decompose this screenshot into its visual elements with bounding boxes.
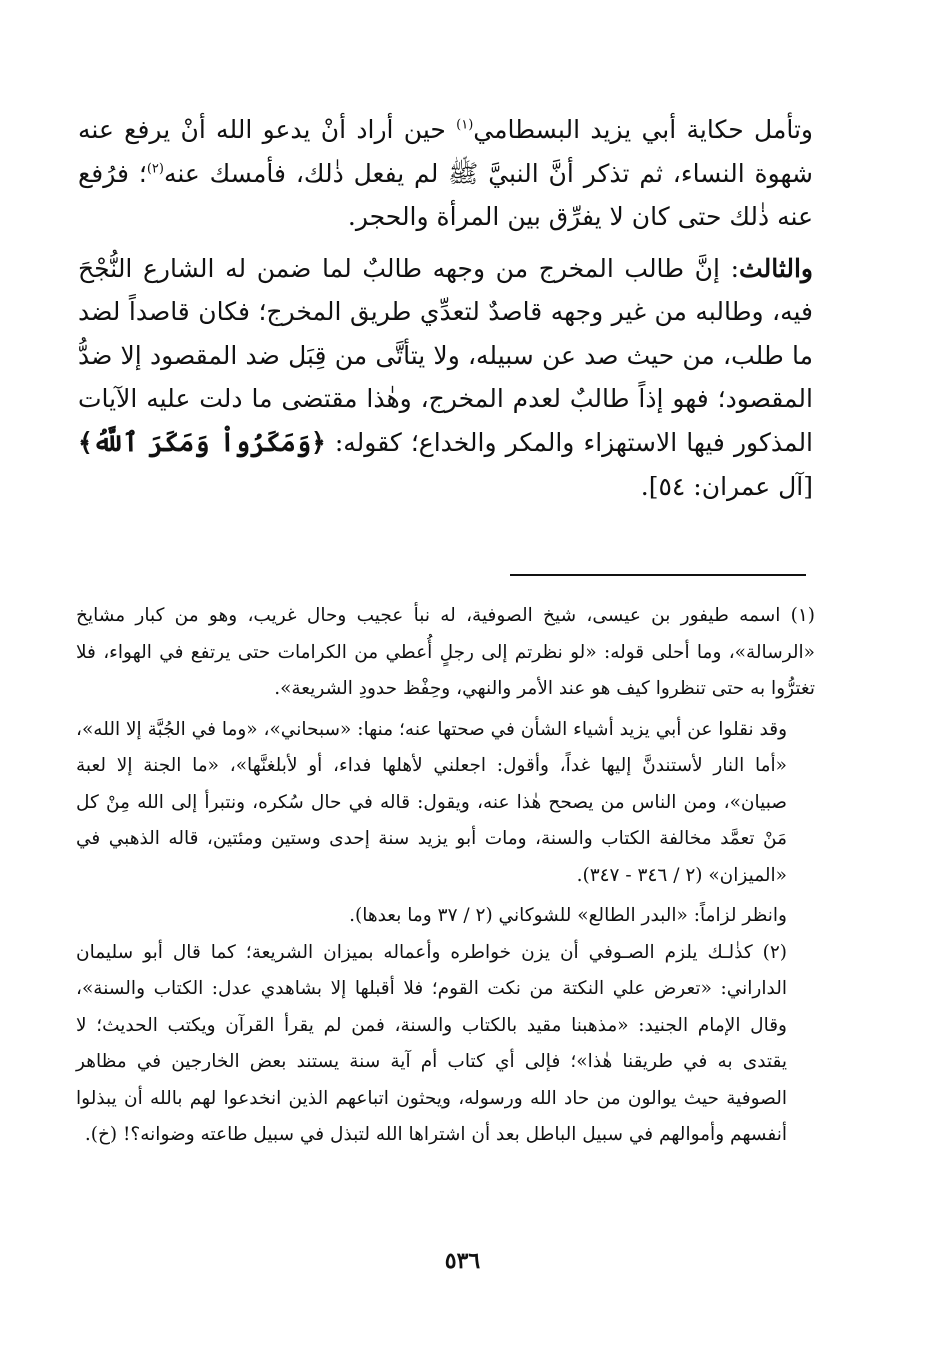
paragraph-2 [78, 247, 813, 509]
footnote-2: (٢) كذٰلـك يلزم الصـوفي أن يزن خواطره وأعماله بميزان الشريعة؛ كما قال أبو سليمان الداراني: «تعرض علي النكتة من نكت القوم؛ فلا أقبلها إلا بشاهدي عدل: الكتاب والسنة»، وقال الإمام الجنيد: «مذهبنا مقيد بالكتاب والسنة، فمن لم يقرأ القرآن ويكتب الحديث؛ لا يقتدى به في طريقنا هٰذا»؛ فإلى أي كتاب أم آية سنة يستند بعض الخارجين في مظاهر الصوفية حيث يوالون من حاد الله ورسوله، ويحثون اتباعهم الذين انخدعوا لهم بالله أن يبذلوا أنفسهم وأموالهم في سبيل الباطل بعد أن اشتراها الله لتبذل في سبيل طاعته وضوانه؟! (خ). [76, 941, 787, 1145]
page-number: ٥٣٦ [444, 1248, 481, 1274]
paragraph-1 [78, 108, 813, 239]
footnote-divider [510, 574, 806, 576]
quran-verse: وَمَكَرُواْ وَمَكَرَ ٱللَّهُ [92, 427, 312, 458]
quran-bracket-open: ﴿ [311, 427, 326, 457]
paragraph-1-part-a: وتأمل حكاية أبي يزيد البسطامي [473, 115, 813, 144]
footnotes [76, 598, 815, 1154]
footnote-ref-2: (٢) [146, 161, 164, 177]
footnote-1: (١) اسمه طيفور بن عيسى، شيخ الصوفية، له نبأ عجيب وحال غريب، وهو من كبار مشايخ «الرسالة»، وما أحلى قوله: «لو نظرتم إلى رجلٍ أُعطي من الكرامات حتى يرتفع في الهواء، فلا تغترُّوا به حتى تنظروا كيف هو عند الأمر والنهي، وحِفْظ حدودِ الشريعة». [76, 605, 815, 699]
footnote-1-continued: وقد نقلوا عن أبي يزيد أشياء الشأن في صحتها عنه؛ منها: «سبحاني»، «وما في الجُبَّة إلا الله»، «أما النار لأستندنَّ إليها غداً، وأقول: اجعلني لأهلها فداء، أو لأبلغنَّها»، «ما الجنة إلا لعبة صبيان»، ومن الناس من يصحح هٰذا عنه، ويقول: قاله في حال سُكره، ونتبرأ إلى الله مِنْ كل مَنْ تعمَّد مخالفة الكتاب والسنة، ومات أبو يزيد سنة إحدى وستين ومئتين، قاله الذهبي في «الميزان» (٢ / ٣٤٦ - ٣٤٧). [76, 718, 787, 886]
main-text [78, 108, 813, 509]
paragraph-1-part-c: ؛ فرُفع عنه ذٰلك حتى كان لا يفرِّق بين المرأة والحجر. [78, 158, 813, 231]
paragraph-2-lead: والثالث [739, 253, 813, 283]
footnote-ref-1: (١) [456, 117, 474, 133]
quran-bracket-close: ﴾ [78, 427, 93, 457]
paragraph-1-part-b: حين أراد أنْ يدعو الله أنْ يرفع عنه شهوة النساء، ثم تذكر أنَّ النبيَّ ﷺ لم يفعل ذٰلك، فأمسك عنه [78, 115, 813, 188]
quran-reference: [آل عمران: ٥٤]. [640, 472, 813, 501]
footnote-1-see-also: وانظر لزاماً: «البدر الطالع» للشوكاني (٢ / ٣٧ وما بعدها). [349, 905, 787, 926]
paragraph-2-body: : إنَّ طالب المخرج من وجهه طالبٌ لما ضمن له الشارع النُّجْحَ فيه، وطالبه من غير وجهه قاصدٌ لتعدِّي طريق المخرج؛ فكان قاصداً لضد ما طلب، من حيث صد عن سبيله، ولا يتأتَّى من قِبَل ضد المقصود إلا ضدُّ المقصود؛ فهو إذاً طالبٌ لعدم المخرج، وهٰذا مقتضى ما دلت عليه الآيات المذكور فيها الاستهزاء والمكر والخداع؛ كقوله: [78, 253, 814, 457]
